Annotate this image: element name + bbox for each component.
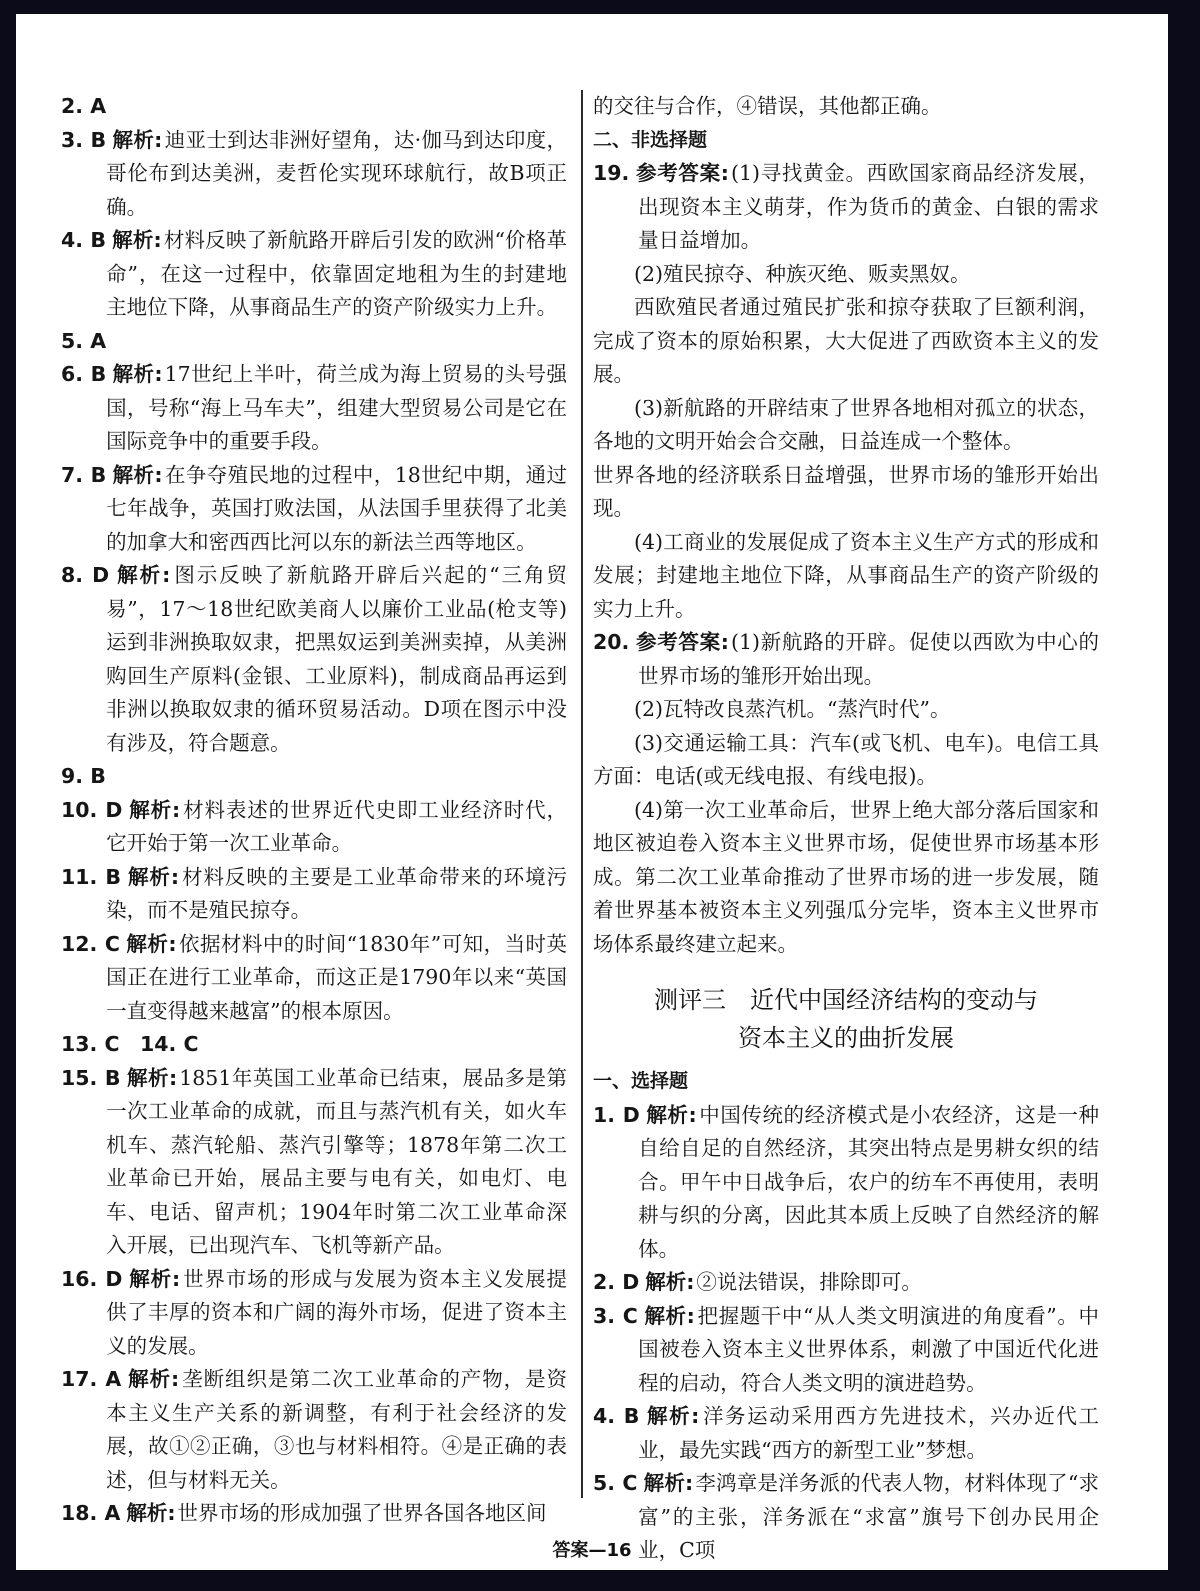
answer-item: 2. A bbox=[61, 94, 107, 118]
answer-item: 6. B 解析:17世纪上半叶，荷兰成为海上贸易的头号强国，号称“海上马车夫”，组建大型贸易公司是它在国际竞争中的重要手段。 bbox=[61, 362, 567, 453]
answer-item: 20. 参考答案:(1)新航路的开辟。促使以西欧为中心的世界市场的雏形开始出现。 bbox=[593, 630, 1099, 688]
answer-paragraph: (3)新航路的开辟结束了世界各地相对孤立的状态，各地的文明开始会合交融，日益连成一个整体。 bbox=[593, 395, 1099, 453]
answer-item: 13. C 14. C bbox=[61, 1032, 199, 1056]
answer-item: 18. A 解析:世界市场的形成加强了世界各国各地区间 bbox=[61, 1501, 547, 1525]
answer-item: 17. A 解析:垄断组织是第二次工业革命的产物，是资本主义生产关系的新调整，有利于社会经济的发展，故①②正确，③也与材料相符。④是正确的表述，但与材料无关。 bbox=[61, 1367, 567, 1492]
answer-paragraph: (2)瓦特改良蒸汽机。“蒸汽时代”。 bbox=[634, 697, 951, 721]
answer-paragraph: 世界各地的经济联系日益增强，世界市场的雏形开始出现。 bbox=[593, 462, 1099, 520]
section-title bbox=[593, 981, 1099, 1057]
answer-item: 3. C 解析:把握题干中“从人类文明演进的角度看”。中国被卷入资本主义世界体系，刺激了中国近代化进程的启动，符合人类文明的演进趋势。 bbox=[593, 1303, 1099, 1395]
page-number: 答案—16 bbox=[552, 1540, 632, 1561]
answer-paragraph: (3)交通运输工具：汽车(或飞机、电车)。电信工具方面：电话(或无线电报、有线电报)。 bbox=[593, 730, 1099, 788]
answer-item: 5. A bbox=[61, 328, 107, 353]
section-title-line: 资本主义的曲折发展 bbox=[738, 1024, 954, 1052]
answer-paragraph: (4)第一次工业革命后，世界上绝大部分落后国家和地区被迫卷入资本主义世界市场，促使世界市场基本形成。第二次工业革命推动了世界市场的进一步发展，随着世界基本被资本主义列强瓜分完毕，资本主义世界市场体系最终建立起来。 bbox=[593, 797, 1099, 956]
section-title-line: 测评三 近代中国经济结构的变动与 bbox=[654, 986, 1038, 1014]
answer-item: 9. B bbox=[61, 764, 106, 788]
section-heading: 一、选择题 bbox=[593, 1070, 689, 1092]
answer-item: 2. D 解析:②说法错误，排除即可。 bbox=[593, 1270, 922, 1294]
answer-item: 3. B 解析:迪亚士到达非洲好望角，达·伽马到达印度，哥伦布到达美洲，麦哲伦实现环球航行，故B项正确。 bbox=[61, 127, 568, 219]
answer-paragraph: (4)工商业的发展促成了资本主义生产方式的形成和发展；封建地主地位下降，从事商品生产的资产阶级的实力上升。 bbox=[593, 529, 1099, 621]
answer-item: 5. C 解析:李鸿章是洋务派的代表人物，材料体现了“求富”的主张，洋务派在“求富”旗号下创办民用企业，C项 bbox=[593, 1471, 1100, 1562]
column-divider bbox=[581, 90, 583, 1498]
answer-item: 11. B 解析:材料反映的主要是工业革命带来的环境污染，而不是殖民掠夺。 bbox=[61, 864, 568, 922]
left-column bbox=[61, 90, 567, 1531]
right-column bbox=[593, 90, 1099, 1568]
answer-item: 19. 参考答案:(1)寻找黄金。西欧国家商品经济发展，出现资本主义萌芽，作为货币的黄金、白银的需求量日益增加。 bbox=[593, 161, 1099, 252]
answer-item: 16. D 解析:世界市场的形成与发展为资本主义发展提供了丰厚的资本和广阔的海外市场，促进了资本主义的发展。 bbox=[61, 1266, 568, 1358]
answer-item: 15. B 解析:1851年英国工业革命已结束，展品多是第一次工业革命的成就，而且与蒸汽机有关，如火车机车、蒸汽轮船、蒸汽引擎等；1878年第二次工业革命已开始，展品主要与电有关，如电灯、电车、电话、留声机；1904年时第二次工业革命深入开展，已出现汽车、飞机等新产品。 bbox=[61, 1065, 568, 1257]
section-heading: 二、非选择题 bbox=[593, 128, 708, 151]
answer-page bbox=[16, 14, 1168, 1570]
answer-item: 12. C 解析:依据材料中的时间“1830年”可知，当时英国正在进行工业革命，而这正是1790年以来“英国一直变得越来越富”的根本原因。 bbox=[61, 931, 567, 1023]
answer-item: 4. B 解析:材料反映了新航路开辟后引发的欧洲“价格革命”，在这一过程中，依靠固定地租为生的封建地主地位下降，从事商品生产的资产阶级实力上升。 bbox=[61, 228, 567, 319]
answer-item: 7. B 解析:在争夺殖民地的过程中，18世纪中期，通过七年战争，英国打败法国，从法国手里获得了北美的加拿大和密西西比河以东的新法兰西等地区。 bbox=[61, 462, 567, 554]
answer-item: 8. D 解析:图示反映了新航路开辟后兴起的“三角贸易”，17～18世纪欧美商人以廉价工业品(枪支等)运到非洲换取奴隶，把黑奴运到美洲卖掉，从美洲购回生产原料(金银、工业原料)，制成商品再运到非洲以换取奴隶的循环贸易活动。D项在图示中没有涉及，符合题意。 bbox=[61, 563, 567, 755]
answer-item: 4. B 解析:洋务运动采用西方先进技术，兴办近代工业，最先实践“西方的新型工业”梦想。 bbox=[593, 1404, 1099, 1462]
answer-item: 10. D 解析:材料表述的世界近代史即工业经济时代，它开始于第一次工业革命。 bbox=[61, 797, 568, 855]
continuation-text: 的交往与合作，④错误，其他都正确。 bbox=[593, 94, 942, 118]
answer-paragraph: 西欧殖民者通过殖民扩张和掠夺获取了巨额利润，完成了资本的原始积累，大大促进了西欧资本主义的发展。 bbox=[593, 295, 1099, 386]
answer-item: 1. D 解析:中国传统的经济模式是小农经济，这是一种自给自足的自然经济，其突出特点是男耕女织的结合。甲午中日战争后，农户的纺车不再使用，表明耕与织的分离，因此其本质上反映了自然经济的解体。 bbox=[593, 1102, 1099, 1261]
answer-paragraph: (2)殖民掠夺、种族灭绝、贩卖黑奴。 bbox=[634, 261, 971, 286]
